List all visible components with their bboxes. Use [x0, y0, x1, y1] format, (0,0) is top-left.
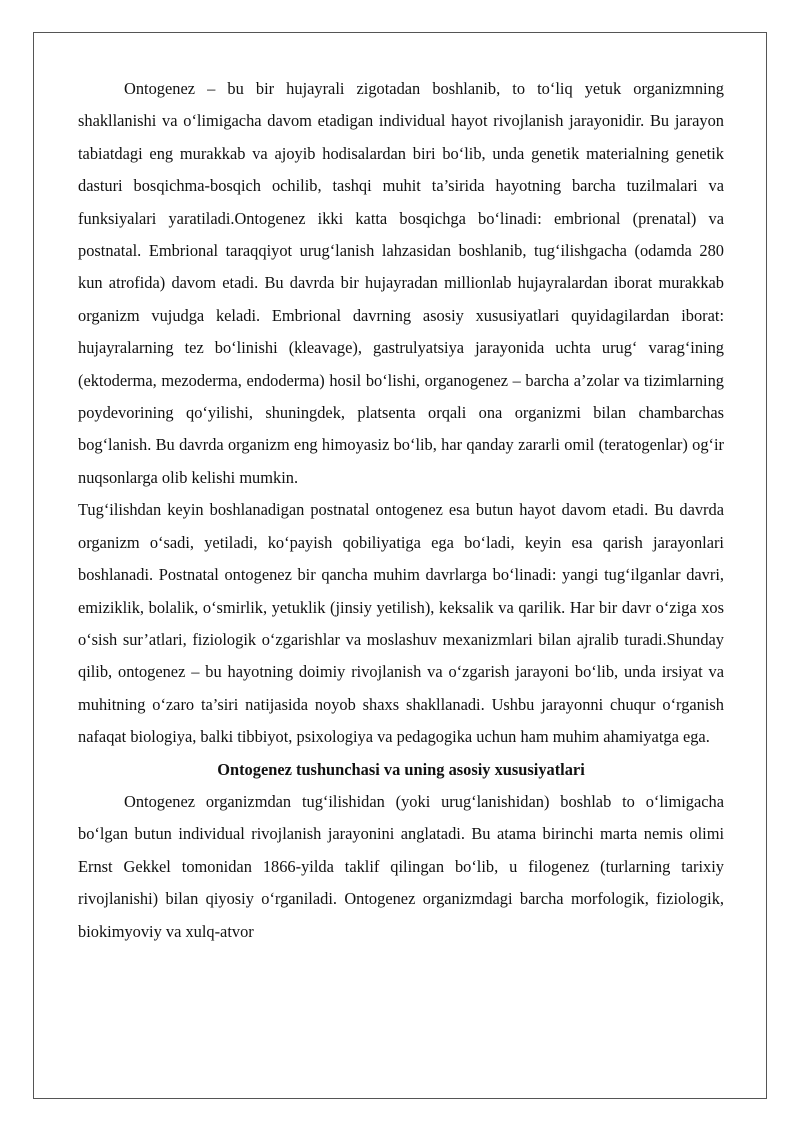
paragraph-postnatal: Tug‘ilishdan keyin boshlanadigan postnatal ontogenez esa butun hayot davom etadi. Bu davrda organizm o‘sadi, yetiladi, ko‘payish qobiliyatiga ega bo‘ladi, keyin esa qarish jarayonlari boshlanadi. Postnatal ontogenez bir qancha muhim davrlarga bo‘linadi: yangi tug‘ilganlar davri, emiziklik, bolalik, o‘smirlik, yetuklik (jinsiy yetilish), keksalik va qarilik. Har bir davr o‘ziga xos o‘sish sur’atlari, fiziologik o‘zgarishlar va moslashuv mexanizmlari bilan ajralib turadi.Shunday qilib, ontogenez – bu hayotning doimiy rivojlanish va o‘zgarish jarayoni bo‘lib, unda irsiyat va muhitning o‘zaro ta’siri natijasida noyob shaxs shakllanadi. Ushbu jarayonni chuqur o‘rganish nafaqat biologiya, balki tibbiyot, psixologiya va pedagogika uchun ham muhim ahamiyatga ega.: [78, 500, 724, 747]
document-body: [78, 73, 724, 948]
paragraph-intro: Ontogenez – bu bir hujayrali zigotadan boshlanib, to to‘liq yetuk organizmning shakllanishi va o‘limigacha davom etadigan individual hayot rivojlanish jarayonidir. Bu jarayon tabiatdagi eng murakkab va ajoyib hodisalardan biri bo‘lib, unda genetik materialning genetik dasturi bosqichma-bosqich ochilib, tashqi muhit ta’sirida hayotning barcha tuzilmalari va funksiyalari yaratiladi.Ontogenez ikki katta bosqichga bo‘linadi: embrional (prenatal) va postnatal. Embrional taraqqiyot urug‘lanish lahzasidan boshlanib, tug‘ilishgacha (odamda 280 kun atrofida) davom etadi. Bu davrda bir hujayradan millionlab hujayralardan iborat murakkab organizm vujudga keladi. Embrional davrning asosiy xususiyatlari quyidagilardan iborat: hujayralarning tez bo‘linishi (kleavage), gastrulyatsiya jarayonida uchta urug‘ varag‘ining (ektoderma, mezoderma, endoderma) hosil bo‘lishi, organogenez – barcha a’zolar va tizimlarning poydevorining qo‘yilishi, shuningdek, platsenta orqali ona organizmi bilan chambarchas bog‘lanish. Bu davrda organizm eng himoyasiz bo‘lib, har qanday zararli omil (teratogenlar) og‘ir nuqsonlarga olib kelishi mumkin.: [78, 79, 724, 487]
paragraph-definition: Ontogenez organizmdan tug‘ilishidan (yoki urug‘lanishidan) boshlab to o‘limigacha bo‘lgan butun individual rivojlanish jarayonini anglatadi. Bu atama birinchi marta nemis olimi Ernst Gekkel tomonidan 1866-yilda taklif qilingan bo‘lib, u filogenez (turlarning tarixiy rivojlanishi) bilan qiyosiy o‘rganiladi. Ontogenez organizmdagi barcha morfologik, fiziologik, biokimyoviy va xulq-atvor: [78, 791, 724, 941]
section-heading: Ontogenez tushunchasi va uning asosiy xususiyatlari: [217, 759, 585, 779]
